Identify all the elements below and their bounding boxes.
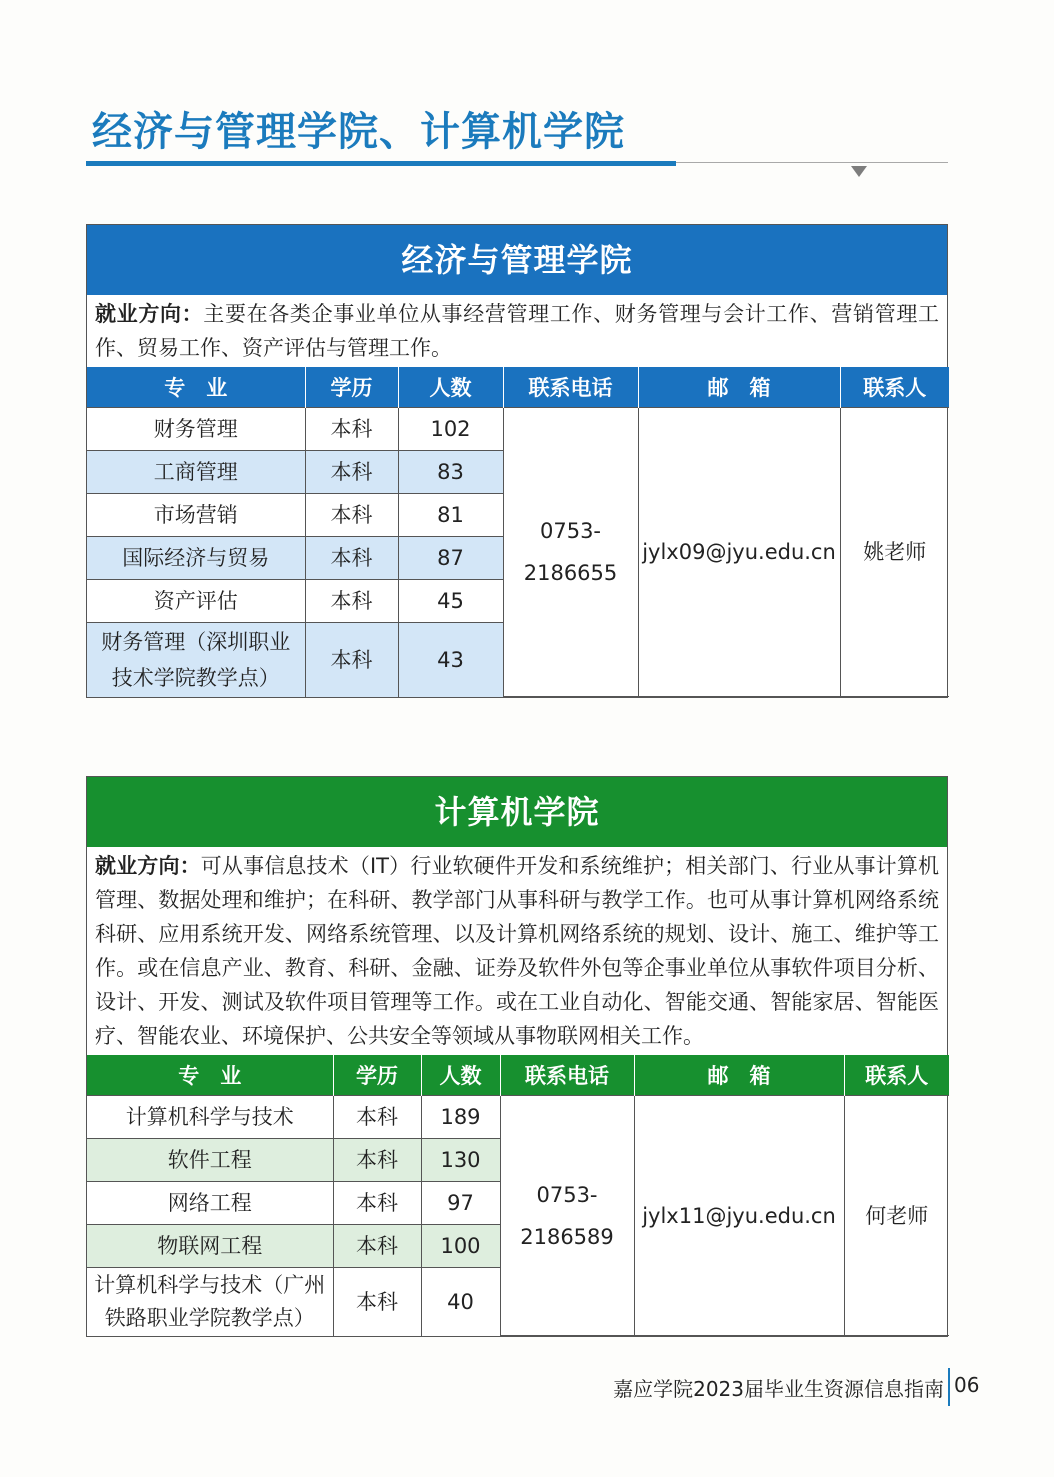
col-phone: 联系电话 bbox=[503, 367, 638, 408]
count-cell: 102 bbox=[398, 408, 503, 451]
contact-cell: 何老师 bbox=[844, 1096, 949, 1336]
degree-cell: 本科 bbox=[305, 408, 398, 451]
major-cell: 计算机科学与技术 bbox=[87, 1096, 333, 1139]
phone-cell bbox=[500, 1096, 634, 1336]
col-email: 邮 箱 bbox=[634, 1055, 844, 1096]
major-cell: 市场营销 bbox=[87, 494, 305, 537]
degree-cell: 本科 bbox=[305, 451, 398, 494]
table-row bbox=[87, 1096, 949, 1139]
col-degree: 学历 bbox=[305, 367, 398, 408]
degree-cell: 本科 bbox=[305, 623, 398, 697]
desc-text: 主要在各类企事业单位从事经营管理工作、财务管理与会计工作、营销管理工作、贸易工作、资产评估与管理工作。 bbox=[95, 302, 940, 360]
phone-value: 0753-2186589 bbox=[520, 1182, 614, 1249]
desc-label: 就业方向： bbox=[95, 854, 201, 878]
count-cell: 97 bbox=[421, 1182, 500, 1225]
major-cell: 计算机科学与技术（广州铁路职业学院教学点） bbox=[87, 1268, 333, 1336]
degree-cell: 本科 bbox=[305, 537, 398, 580]
degree-cell: 本科 bbox=[333, 1139, 421, 1182]
footer-guide-title: 嘉应学院2023届毕业生资源信息指南 bbox=[613, 1377, 944, 1401]
major-cell: 网络工程 bbox=[87, 1182, 333, 1225]
section-computer-science bbox=[86, 776, 948, 1337]
table-header-row bbox=[87, 367, 949, 408]
page-number: 06 bbox=[954, 1373, 980, 1397]
triangle-down-icon bbox=[851, 166, 867, 177]
count-cell: 43 bbox=[398, 623, 503, 697]
phone-cell bbox=[503, 408, 638, 697]
count-cell: 45 bbox=[398, 580, 503, 623]
count-cell: 83 bbox=[398, 451, 503, 494]
major-cell: 物联网工程 bbox=[87, 1225, 333, 1268]
count-cell: 87 bbox=[398, 537, 503, 580]
degree-cell: 本科 bbox=[333, 1182, 421, 1225]
title-rule bbox=[676, 162, 948, 163]
count-cell: 100 bbox=[421, 1225, 500, 1268]
majors-table bbox=[87, 1055, 949, 1336]
col-count: 人数 bbox=[421, 1055, 500, 1096]
degree-cell: 本科 bbox=[333, 1096, 421, 1139]
major-cell: 工商管理 bbox=[87, 451, 305, 494]
table-header-row bbox=[87, 1055, 949, 1096]
count-cell: 189 bbox=[421, 1096, 500, 1139]
email-cell: jylx09@jyu.edu.cn bbox=[638, 408, 840, 697]
desc-label: 就业方向： bbox=[95, 302, 204, 326]
degree-cell: 本科 bbox=[333, 1268, 421, 1336]
section-header: 计算机学院 bbox=[87, 777, 947, 847]
col-count: 人数 bbox=[398, 367, 503, 408]
phone-value: 0753-2186655 bbox=[523, 519, 618, 585]
col-email: 邮 箱 bbox=[638, 367, 840, 408]
col-contact: 联系人 bbox=[840, 367, 949, 408]
desc-text: 可从事信息技术（IT）行业软硬件开发和系统维护；相关部门、行业从事计算机管理、数据处理和维护；在科研、教学部门从事科研与教学工作。也可从事计算机网络系统科研、应用系统开发、网络系统管理、以及计算机网络系统的规划、设计、施工、维护等工作。或在信息产业、教育、科研、金融、证券及软件外包等企事业单位从事软件项目分析、设计、开发、测试及软件项目管理等工作。或在工业自动化、智能交通、智能家居、智能医疗、智能农业、环境保护、公共安全等领域从事物联网相关工作。 bbox=[95, 854, 939, 1048]
section-header: 经济与管理学院 bbox=[87, 225, 947, 295]
col-major: 专 业 bbox=[87, 1055, 333, 1096]
major-cell: 国际经济与贸易 bbox=[87, 537, 305, 580]
majors-table bbox=[87, 367, 949, 697]
table-row bbox=[87, 408, 949, 451]
major-cell: 软件工程 bbox=[87, 1139, 333, 1182]
footer-divider bbox=[948, 1368, 950, 1406]
title-underline bbox=[86, 161, 676, 166]
degree-cell: 本科 bbox=[305, 580, 398, 623]
col-phone: 联系电话 bbox=[500, 1055, 634, 1096]
contact-cell: 姚老师 bbox=[840, 408, 949, 697]
section-economics-management bbox=[86, 224, 948, 698]
page-title: 经济与管理学院、计算机学院 bbox=[92, 108, 625, 155]
col-contact: 联系人 bbox=[844, 1055, 949, 1096]
email-cell: jylx11@jyu.edu.cn bbox=[634, 1096, 844, 1336]
count-cell: 81 bbox=[398, 494, 503, 537]
degree-cell: 本科 bbox=[333, 1225, 421, 1268]
count-cell: 130 bbox=[421, 1139, 500, 1182]
major-cell: 资产评估 bbox=[87, 580, 305, 623]
count-cell: 40 bbox=[421, 1268, 500, 1336]
degree-cell: 本科 bbox=[305, 494, 398, 537]
col-degree: 学历 bbox=[333, 1055, 421, 1096]
employment-direction bbox=[87, 847, 947, 1055]
col-major: 专 业 bbox=[87, 367, 305, 408]
employment-direction bbox=[87, 295, 947, 367]
major-cell: 财务管理（深圳职业技术学院教学点） bbox=[87, 623, 305, 697]
major-cell: 财务管理 bbox=[87, 408, 305, 451]
